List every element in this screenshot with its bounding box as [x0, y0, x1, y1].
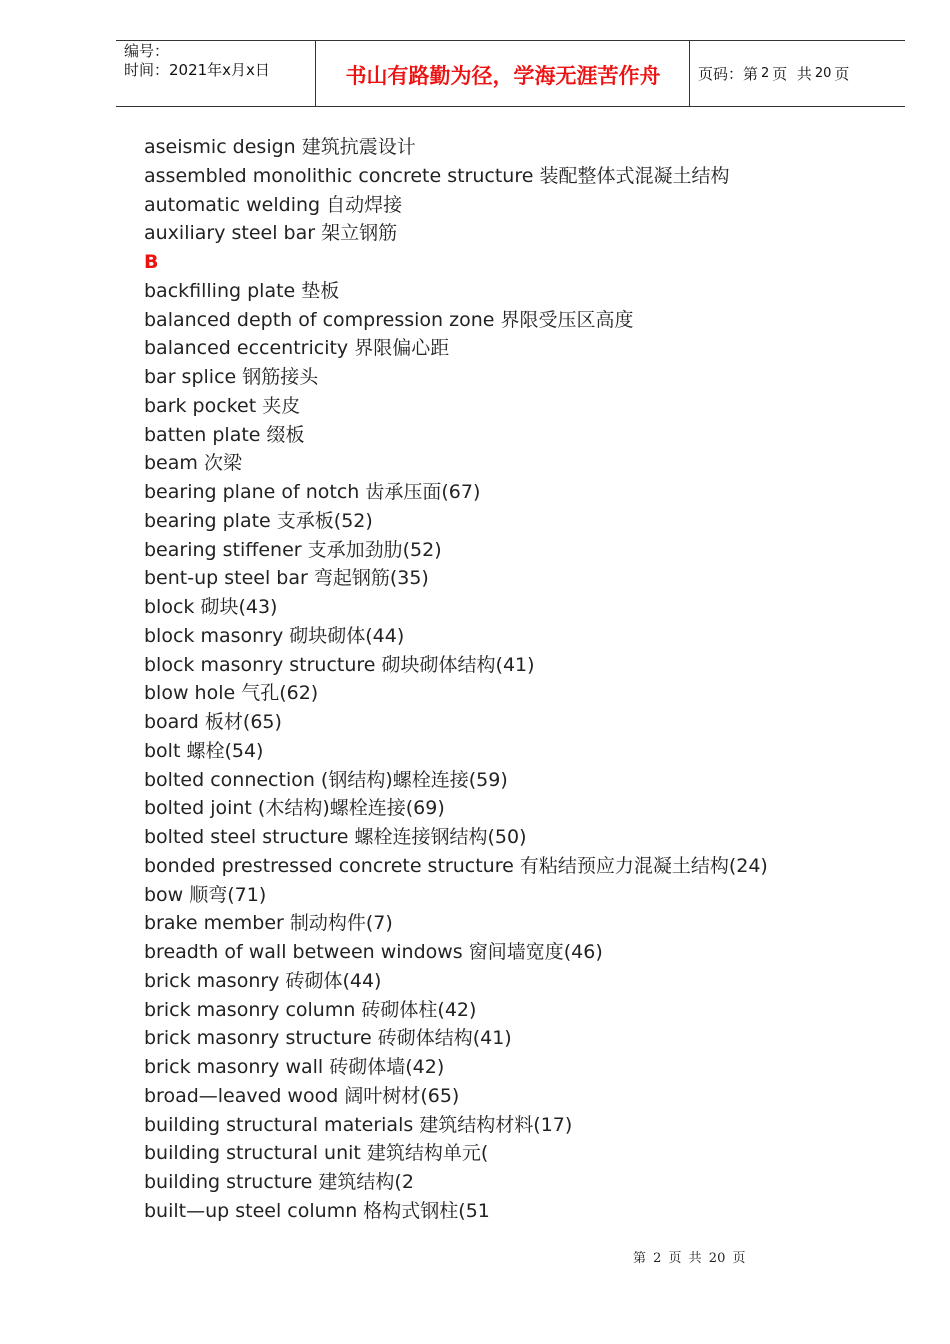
page-total: 20 — [814, 66, 832, 81]
header-meta — [124, 41, 316, 107]
glossary-entry: balanced eccentricity 界限偏心距 — [144, 337, 450, 360]
glossary-entry: brick masonry wall 砖砌体墙(42) — [144, 1056, 445, 1078]
glossary-entry: bolted steel structure 螺栓连接钢结构(50) — [144, 826, 527, 848]
date-label: 时间：2021年x月x日 — [124, 61, 270, 79]
glossary-entry: bar splice 钢筋接头 — [144, 366, 319, 388]
glossary-entry: backfilling plate 垫板 — [144, 279, 340, 302]
glossary-entry: automatic welding 自动焊接 — [144, 193, 403, 216]
page-mid: 页 共 — [772, 65, 812, 83]
code-label: 编号： — [124, 42, 170, 60]
section-letter-heading: B — [144, 251, 159, 273]
glossary-entry: brick masonry column 砖砌体柱(42) — [144, 998, 477, 1021]
glossary-entry: bolted joint (木结构)螺栓连接(69) — [144, 797, 445, 820]
glossary-entry: block masonry 砌块砌体(44) — [144, 624, 405, 647]
glossary-entry: building structure 建筑结构(2 — [144, 1171, 414, 1193]
glossary-entry: bolted connection (钢结构)螺栓连接(59) — [144, 768, 508, 791]
page-header — [116, 40, 905, 107]
glossary-list — [144, 133, 904, 1226]
glossary-entry: bearing stiffener 支承加劲肋(52) — [144, 538, 442, 561]
glossary-entry: bark pocket 夹皮 — [144, 394, 301, 417]
header-motto: 书山有路勤为径，学海无涯苦作舟 — [345, 63, 661, 88]
page-number: 2 — [761, 66, 770, 81]
glossary-entry: bearing plane of notch 齿承压面(67) — [144, 481, 481, 503]
glossary-entry: board 板材(65) — [144, 711, 282, 733]
page-prefix: 页码：第 — [698, 65, 759, 83]
glossary-entry: beam 次梁 — [144, 452, 242, 475]
glossary-entry: breadth of wall between windows 窗间墙宽度(46) — [144, 941, 603, 963]
glossary-entry: building structural materials 建筑结构材料(17) — [144, 1113, 573, 1136]
glossary-entry: brick masonry 砖砌体(44) — [144, 969, 382, 992]
glossary-entry: broad—leaved wood 阔叶树材(65) — [144, 1084, 460, 1107]
glossary-entry: assembled monolithic concrete structure 装配整体式混凝土结构 — [144, 164, 730, 187]
page-footer: 第 2 页 共 20 页 — [633, 1251, 746, 1266]
glossary-entry: aseismic design 建筑抗震设计 — [144, 136, 416, 158]
glossary-entry: brake member 制动构件(7) — [144, 912, 393, 935]
glossary-entry: bow 顺弯(71) — [144, 883, 267, 906]
glossary-entry: bonded prestressed concrete structure 有粘结预应力混凝土结构(24) — [144, 854, 768, 877]
glossary-entry: bent-up steel bar 弯起钢筋(35) — [144, 567, 429, 590]
glossary-entry: bearing plate 支承板(52) — [144, 509, 373, 532]
page-suffix: 页 — [834, 65, 850, 83]
glossary-entry: building structural unit 建筑结构单元( — [144, 1142, 489, 1165]
glossary-entry: batten plate 缀板 — [144, 423, 305, 446]
glossary-entry: bolt 螺栓(54) — [144, 739, 264, 762]
glossary-entry: blow hole 气孔(62) — [144, 682, 319, 705]
glossary-entry: block 砌块(43) — [144, 596, 278, 618]
glossary-entry: auxiliary steel bar 架立钢筋 — [144, 222, 398, 245]
header-divider-right — [689, 41, 690, 106]
glossary-entry: block masonry structure 砌块砌体结构(41) — [144, 653, 535, 676]
glossary-entry: balanced depth of compression zone 界限受压区高度 — [144, 308, 634, 331]
glossary-entry: built—up steel column 格构式钢柱(51 — [144, 1199, 490, 1222]
glossary-entry: brick masonry structure 砖砌体结构(41) — [144, 1027, 512, 1050]
header-page-info — [698, 41, 849, 106]
